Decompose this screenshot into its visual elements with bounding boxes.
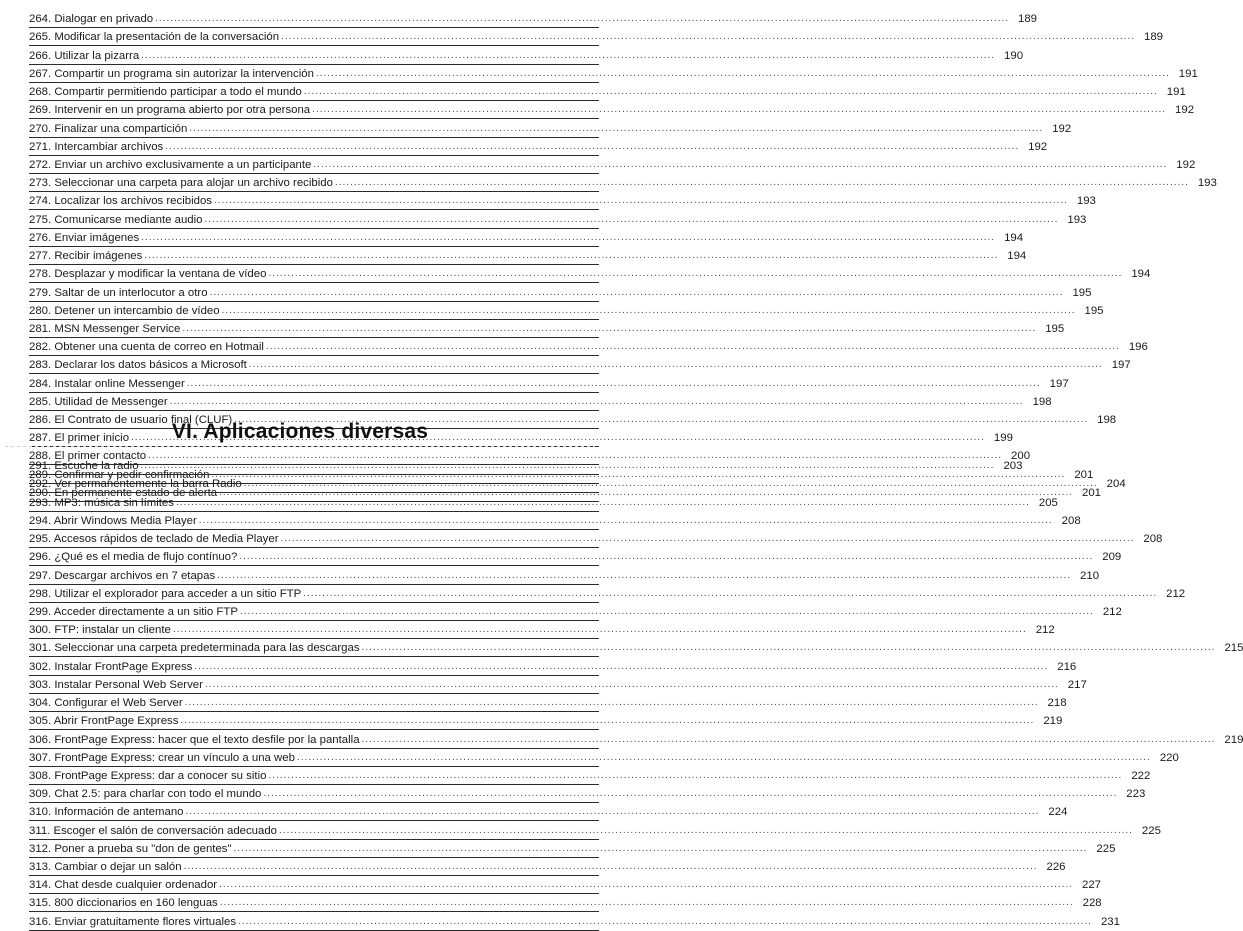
toc-entry-title: 297. Descargar archivos en 7 etapas [29,569,216,582]
toc-entry [29,192,1096,210]
toc-entry-title: 304. Configurar el Web Server [29,697,183,710]
toc-entry-title: 275. Comunicarse mediante audio [29,213,203,226]
toc-entry [29,247,1027,265]
dot-leader [266,340,1120,355]
toc-entry-title: 268. Compartir permitiendo participar a todo el mundo [29,86,302,99]
toc-entry [29,101,1195,119]
toc-entry [29,676,1087,694]
toc-entry-page: 189 [1018,13,1038,26]
toc-entry-title: 288. El primer contacto [29,450,147,463]
toc-entry-page: 192 [1176,158,1196,171]
dot-leader [219,878,1073,893]
dot-leader [165,140,1019,155]
toc-entry [29,694,1067,712]
dot-leader [189,122,1043,137]
toc-entry-title: 310. Información de antemano [29,806,184,819]
dot-leader [268,769,1122,784]
dot-leader [234,842,1088,857]
dot-leader [312,103,1166,118]
toc-entry [29,138,1048,156]
toc-entry-title: 301. Seleccionar una carpeta predeterminada para las descargas [29,642,360,655]
toc-entry-title: 280. Detener un intercambio de vídeo [29,304,220,317]
dot-leader [362,733,1216,748]
toc-entry-title: 296. ¿Qué es el media de flujo contínuo? [29,551,238,564]
toc-entry-page: 225 [1141,824,1161,837]
toc-entry-page: 226 [1046,861,1066,874]
dot-leader [263,787,1117,802]
toc-entry [29,493,1058,511]
toc-entry-title: 277. Recibir imágenes [29,250,143,263]
dot-leader [205,213,1059,228]
toc-entry-page: 222 [1131,769,1151,782]
toc-entry [29,858,1066,876]
dot-leader [184,860,1038,875]
toc-entry-title: 283. Declarar los datos básicos a Microsoft [29,359,247,372]
toc-entry-page: 208 [1061,514,1081,527]
toc-entry [29,265,1151,283]
toc-entry-title: 267. Compartir un programa sin autorizar la intervención [29,67,314,80]
dot-leader [281,30,1135,45]
toc-entry-page: 204 [1106,478,1126,491]
toc-entry-title: 309. Chat 2.5: para charlar con todo el mundo [29,788,262,801]
toc-entry [29,10,1038,28]
toc-entry-page: 194 [1004,231,1024,244]
toc-entry-title: 314. Chat desde cualquier ordenador [29,879,218,892]
toc-entry [29,210,1087,228]
toc-entry-page: 195 [1072,286,1092,299]
toc-entry-page: 212 [1102,605,1122,618]
dot-leader [238,915,1092,930]
toc-entry-title: 306. FrontPage Express: hacer que el texto desfile por la pantalla [29,733,360,746]
toc-entry [29,512,1081,530]
dot-leader [155,12,1009,27]
dot-leader [297,751,1151,766]
toc-entry-page: 219 [1043,715,1063,728]
toc-entry [29,393,1052,411]
toc-entry-page: 210 [1080,569,1100,582]
toc-entry [29,657,1077,675]
toc-entry [29,374,1069,392]
dot-leader [239,550,1093,565]
toc-entry-title: 285. Utilidad de Messenger [29,395,168,408]
toc-entry-title: 279. Saltar de un interlocutor a otro [29,286,208,299]
toc-entry [29,585,1186,603]
toc-entry-page: 191 [1166,86,1186,99]
section-heading: VI. Aplicaciones diversas [171,420,429,443]
toc-entry [29,548,1122,566]
dot-leader [173,623,1027,638]
toc-entry-title: 269. Intervenir en un programa abierto por otra persona [29,104,311,117]
toc-entry-page: 212 [1166,587,1186,600]
toc-entry [29,803,1068,821]
dot-leader [199,514,1053,529]
toc-entry [29,356,1131,374]
toc-entry-page: 200 [1011,450,1031,463]
toc-entry-title: 274. Localizar los archivos recibidos [29,195,212,208]
toc-entry-page: 217 [1067,678,1087,691]
toc-entry-title: 281. MSN Messenger Service [29,322,181,335]
toc-entry-page: 199 [993,432,1013,445]
toc-entry-title: 286. El Contrato de usuario final (CLUF) [29,414,233,427]
toc-entry-page: 209 [1102,551,1122,564]
toc-entry-page: 224 [1048,806,1068,819]
toc-entry-title: 313. Cambiar o dejar un salón [29,861,182,874]
toc-entry-page: 198 [1097,414,1117,427]
dot-leader [180,714,1034,729]
dot-leader [185,696,1039,711]
toc-entry-page: 231 [1100,915,1120,928]
dot-leader [268,267,1122,282]
toc-entry-page: 197 [1049,377,1069,390]
toc-entry-title: 265. Modificar la presentación de la conversación [29,31,280,44]
dot-leader [304,85,1158,100]
dot-leader [144,249,998,264]
toc-entry-title: 295. Accesos rápidos de teclado de Media Player [29,533,279,546]
toc-entry-title: 312. Poner a prueba su "don de gentes" [29,842,232,855]
toc-entry [29,639,1243,657]
dot-leader [303,587,1157,602]
dot-leader [240,605,1094,620]
toc-entry [29,621,1055,639]
dot-leader [220,896,1074,911]
toc-entry [29,530,1163,548]
toc-entry-page: 227 [1081,879,1101,892]
toc-entry [29,320,1065,338]
toc-entry-title: 284. Instalar online Messenger [29,377,185,390]
toc-entry-page: 189 [1144,31,1164,44]
toc-entry-page: 193 [1197,177,1217,190]
toc-entry-page: 192 [1028,140,1048,153]
toc-entry [29,302,1104,320]
dot-leader [186,805,1040,820]
toc-entry-page: 194 [1131,268,1151,281]
dot-leader [335,176,1189,191]
toc-entry [29,46,1024,64]
toc-entry-title: 272. Enviar un archivo exclusivamente a un participante [29,158,312,171]
toc-entry [29,821,1161,839]
toc-entry-page: 205 [1038,496,1058,509]
toc-entry [29,83,1186,101]
toc-entry [29,730,1243,748]
dot-leader [222,304,1076,319]
toc-entry [29,65,1198,83]
dot-leader [205,678,1059,693]
toc-entry [29,283,1092,301]
toc-entry-title: 278. Desplazar y modificar la ventana de vídeo [29,268,267,281]
toc-entry-title: 305. Abrir FrontPage Express [29,715,179,728]
toc-entry-title: 302. Instalar FrontPage Express [29,660,193,673]
toc-entry-page: 201 [1074,468,1094,481]
toc-entry-page: 195 [1045,322,1065,335]
toc-entry-title: 298. Utilizar el explorador para acceder a un sitio FTP [29,587,302,600]
toc-entry-title: 311. Escoger el salón de conversación adecuado [29,824,278,837]
toc-entry-title: 315. 800 diccionarios en 160 lenguas [29,897,218,910]
toc-entry-title: 299. Acceder directamente a un sitio FTP [29,605,238,618]
toc-entry [29,749,1179,767]
dot-leader [214,194,1068,209]
toc-entry-page: 216 [1057,660,1077,673]
toc-entry-page: 191 [1178,67,1198,80]
toc-entry-title: 307. FrontPage Express: crear un vínculo a una web [29,751,295,764]
toc-entry [29,119,1072,137]
toc-entry-title: 300. FTP: instalar un cliente [29,624,171,637]
toc-entry-title: 291. Escuche la radio [29,460,139,473]
toc-entry-page: 192 [1052,122,1072,135]
toc-entry-page: 218 [1047,697,1067,710]
toc-entry-page: 203 [1003,460,1023,473]
toc-entry [29,566,1100,584]
toc-entry-title: 294. Abrir Windows Media Player [29,514,197,527]
toc-entry [29,912,1120,930]
toc-entry-page: 196 [1128,341,1148,354]
toc-entry-title: 290. En permanente estado de alerta [29,486,218,499]
toc-entry-title: 282. Obtener una cuenta de correo en Hotmail [29,341,264,354]
toc-entry [29,712,1063,730]
dot-leader [313,158,1167,173]
dot-leader [141,459,995,474]
dot-leader [141,231,995,246]
dot-leader [182,322,1036,337]
toc-entry-title: 270. Finalizar una compartición [29,122,188,135]
toc-entry [29,174,1217,192]
dot-leader [141,49,995,64]
toc-entry [29,876,1101,894]
toc-entry-page: 192 [1175,104,1195,117]
toc-entry-title: 289. Confirmar y pedir confirmación [29,468,210,481]
toc-entry-title: 276. Enviar imágenes [29,231,140,244]
toc-entry [29,338,1148,356]
dot-leader [194,660,1048,675]
toc-entry-title: 287. El primer inicio [29,432,130,445]
toc-entry-page: 198 [1032,395,1052,408]
dot-leader [362,641,1216,656]
toc-entry-page: 228 [1082,897,1102,910]
toc-entry-page: 225 [1096,842,1116,855]
dot-leader [187,377,1041,392]
toc-entry-title: 316. Enviar gratuitamente flores virtuales [29,915,237,928]
toc-entry [29,229,1024,247]
toc-entry [29,894,1102,912]
divider [5,446,595,447]
toc-entry-page: 197 [1111,359,1131,372]
dot-leader [279,824,1133,839]
toc-entry [29,457,1023,475]
toc-entry [29,28,1164,46]
toc-entry-page: 220 [1159,751,1179,764]
dot-leader [217,569,1071,584]
dot-leader [280,532,1134,547]
toc-entry-title: 271. Intercambiar archivos [29,140,164,153]
toc-entry-page: 212 [1035,624,1055,637]
dot-leader [244,477,1098,492]
toc-entry-page: 193 [1067,213,1087,226]
toc-entry-page: 194 [1007,250,1027,263]
toc-entry-title: 303. Instalar Personal Web Server [29,678,203,691]
toc-entry-page: 195 [1084,304,1104,317]
dot-leader [170,395,1024,410]
dot-leader [249,358,1103,373]
toc-entry-title: 292. Ver permanentemente la barra Radio [29,478,242,491]
toc-entry-page: 193 [1076,195,1096,208]
toc-entry-title: 308. FrontPage Express: dar a conocer su sitio [29,769,267,782]
dot-leader [316,67,1170,82]
toc-entry-title: 293. MP3: música sin límites [29,496,174,509]
toc-entry-page: 208 [1143,533,1163,546]
toc-entry [29,840,1116,858]
toc-entry-page: 223 [1126,788,1146,801]
dot-leader [210,286,1064,301]
toc-entry [29,156,1196,174]
toc-entry-title: 264. Dialogar en privado [29,13,154,26]
toc-entry [29,785,1146,803]
dot-leader [176,496,1030,511]
toc-entry-title: 273. Seleccionar una carpeta para alojar un archivo recibido [29,177,333,190]
toc-entry-page: 215 [1224,642,1243,655]
toc-entry-title: 266. Utilizar la pizarra [29,49,140,62]
toc-entry-page: 219 [1224,733,1243,746]
toc-entry [29,603,1122,621]
toc-entry-page: 190 [1004,49,1024,62]
toc-entry [29,767,1151,785]
toc-entry-page: 201 [1081,486,1101,499]
